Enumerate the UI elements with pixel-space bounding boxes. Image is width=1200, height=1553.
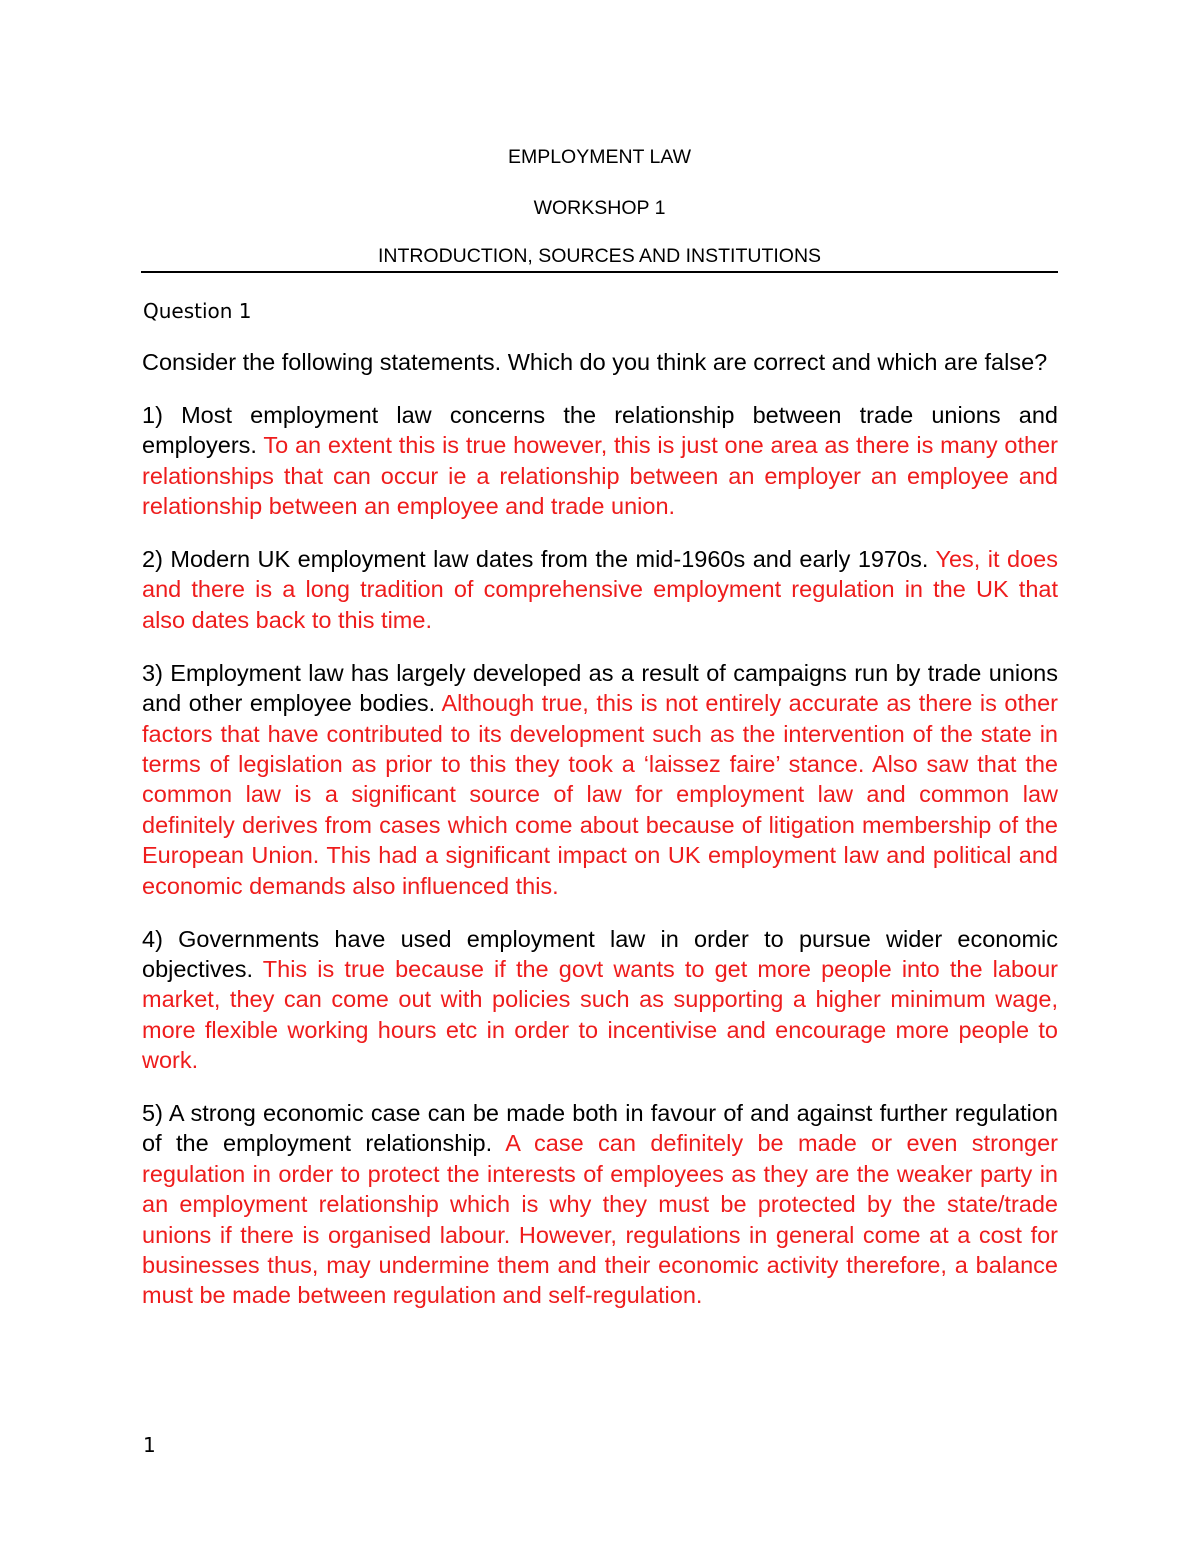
statement-text: 3) Employment law has largely developed as a result of campaigns run by trade unions and other employee bodies. <box>142 659 1058 717</box>
statement-item <box>142 544 1058 635</box>
question-intro: Consider the following statements. Which do you think are correct and which are false? <box>142 349 1048 375</box>
question-body <box>142 347 1058 1333</box>
answer-text: To an extent this is true however, this is just one area as there is many other relationships that can occur ie a relationship between an employer an employee and relationship between an employee and trade union. <box>142 432 1058 520</box>
topic-heading: INTRODUCTION, SOURCES AND INSTITUTIONS <box>377 245 822 267</box>
answer-text: A case can definitely be made or even stronger regulation in order to protect the interests of employees as they are the weaker party in an employment relationship which is why they must be protected by the state/trade unions if there is organised labour. However, regulations in general come at a cost for businesses thus, may undermine them and their economic activity therefore, a balance must be made between regulation and self-regulation. <box>142 1130 1058 1309</box>
statement-item <box>142 1098 1058 1311</box>
statement-text: 5) A strong economic case can be made both in favour of and against further regulation of the employment relationship. <box>142 1100 1058 1157</box>
heading-divider <box>141 271 1058 273</box>
answer-text: Although true, this is not entirely accurate as there is other factors that have contributed to its development such as the intervention of the state in terms of legislation as prior to this they took a ‘laissez faire’ stance. Also saw that the common law is a significant source of law for employment law and common law definitely derives from cases which come about because of litigation membership of the European Union. This had a significant impact on UK employment law and political and economic demands also influenced this. <box>142 690 1058 899</box>
statement-item <box>142 400 1058 522</box>
statement-text: 4) Governments have used employment law in order to pursue wider economic objectives. <box>142 925 1058 982</box>
page-number: 1 <box>143 1433 156 1457</box>
workshop-label: WORKSHOP 1 <box>533 197 666 219</box>
statement-item <box>142 924 1058 1076</box>
statement-text: 2) Modern UK employment law dates from the mid-1960s and early 1970s. <box>142 546 929 573</box>
statement-text: 1) Most employment law concerns the relationship between trade unions and employers. <box>142 401 1058 459</box>
question-label: Question 1 <box>143 299 252 323</box>
document-title: EMPLOYMENT LAW <box>507 146 692 168</box>
answer-text: Yes, it does and there is a long tradition of comprehensive employment regulation in the UK that also dates back to this time. <box>142 546 1058 633</box>
answer-text: This is true because if the govt wants to get more people into the labour market, they can come out with policies such as supporting a higher minimum wage, more flexible working hours etc in order to incentivise and encourage more people to work. <box>142 955 1058 1074</box>
statement-item <box>142 658 1058 901</box>
